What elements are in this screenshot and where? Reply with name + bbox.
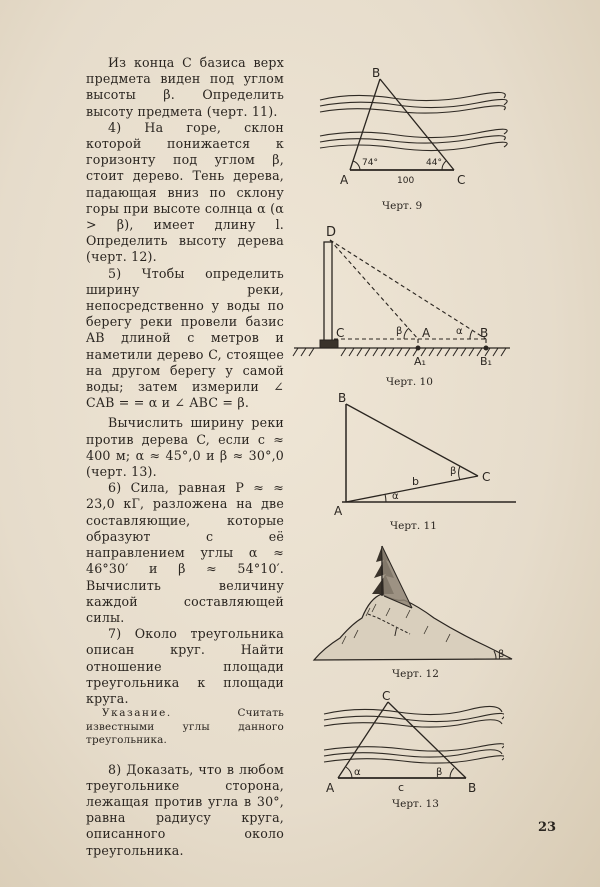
- hint-lead: Указание.: [102, 707, 172, 720]
- fig11-side-b: b: [412, 475, 419, 488]
- text-column: [86, 55, 284, 859]
- hint-note: [86, 707, 284, 748]
- problem-7: 7) Около треугольника описан круг. Найти отношение площади треугольника к площади круга.: [86, 626, 284, 706]
- fig9-base-label: 100: [397, 176, 415, 186]
- fig13-beta: β: [436, 767, 443, 778]
- caption-fig13: Черт. 13: [392, 798, 439, 810]
- fig10-label-c: C: [336, 326, 345, 340]
- figure-12: [300, 538, 522, 666]
- problem-4: 4) На горе, склон которой понижается к горизонту под углом β, стоит дерево. Тень дерева, падающая вниз по склону горы при высоте солнца α (α > β), имеет длину l. Определить высоту дерева (черт. 12).: [86, 119, 284, 265]
- fig9-label-c: C: [457, 173, 466, 187]
- problem-8: 8) Доказать, что в любом треугольнике сторона, лежащая против угла в 30°, равна радиусу круга, описанного около треугольника.: [86, 761, 284, 858]
- caption-fig12: Черт. 12: [392, 668, 439, 680]
- page-number: 23: [538, 820, 557, 835]
- problem-5-question: Вычислить ширину реки против дерева C, если c ≈ 400 м; α ≈ 45°,0 и β ≈ 30°,0 (черт. 13).: [86, 415, 284, 480]
- ground-hatching: [293, 348, 506, 356]
- fig9-label-b: B: [372, 66, 381, 80]
- river-waves: [320, 92, 507, 150]
- fig9-label-a: A: [340, 173, 349, 187]
- fig10-label-b1: B₁: [480, 355, 492, 368]
- caption-fig11: Черт. 11: [390, 520, 437, 532]
- figure-13: [318, 688, 504, 800]
- fig10-label-a: A: [422, 326, 431, 340]
- fig9-angle-c: 44°: [426, 158, 442, 168]
- fig10-beta: β: [396, 326, 403, 337]
- fig12-label-l: l: [394, 626, 398, 639]
- fig11-label-b: B: [338, 391, 347, 405]
- caption-fig9: Черт. 9: [382, 200, 423, 212]
- fig11-label-a: A: [334, 504, 343, 518]
- fig11-alpha: α: [392, 491, 399, 502]
- river-waves-13: [324, 706, 504, 763]
- fig13-label-a: A: [326, 781, 335, 795]
- fig11-label-c: C: [482, 470, 491, 484]
- hint-text: Считать известными углы данного треугольника.: [86, 707, 284, 747]
- fig11-beta: β: [450, 466, 457, 477]
- fig10-label-d: D: [326, 225, 337, 240]
- fig10-label-a1: A₁: [414, 355, 426, 368]
- fig13-label-c: C: [382, 689, 391, 703]
- figure-11: [330, 390, 520, 518]
- fig12-beta: β: [498, 649, 505, 660]
- fig13-alpha: α: [354, 767, 361, 778]
- figure-10: [290, 222, 520, 374]
- figure-9: [312, 62, 512, 194]
- fig10-alpha: α: [456, 326, 463, 337]
- problem-6: 6) Сила, равная P ≈ ≈ 23,0 кГ, разложена на две составляющие, которые образуют с её направлением углы α ≈ 46°30′ и β ≈ 54°10′. Вычислить величину каждой составляющей силы.: [86, 480, 284, 625]
- fig13-label-b: B: [468, 781, 477, 795]
- fig9-angle-a: 74°: [362, 158, 378, 168]
- problem-5: 5) Чтобы определить ширину реки, непосредственно у воды по берегу реки провели базис AB длиной c метров и наметили дерево C, стоящее на другом берегу у самой воды; затем измерили ∠ CAB = = α и ∠ ABC = β.: [86, 265, 284, 411]
- caption-fig10: Черт. 10: [386, 376, 433, 388]
- fig10-label-b: B: [480, 326, 489, 340]
- problem-3-end: Из конца C базиса верх предмета виден под углом высоты β. Определить высоту предмета (черт. 11).: [86, 55, 284, 119]
- fig13-side-c: c: [398, 781, 405, 794]
